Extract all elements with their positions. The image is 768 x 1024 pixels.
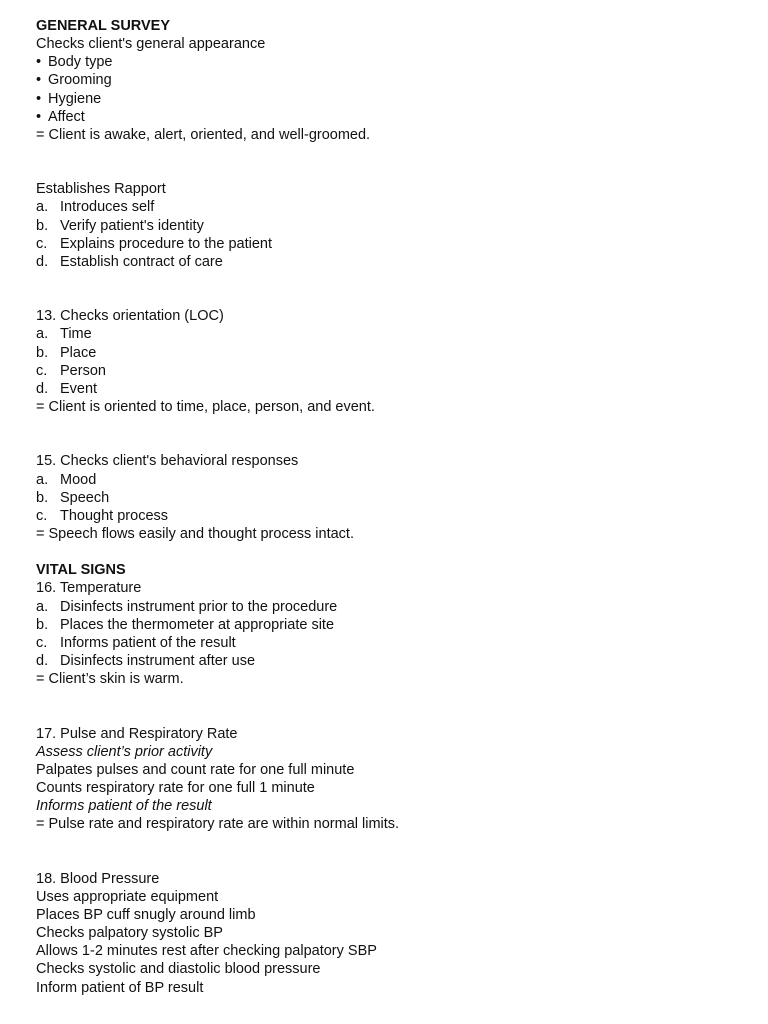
list-item [36, 198, 736, 216]
bp-title: 18. Blood Pressure [36, 870, 160, 887]
list-text: Places the thermometer at appropriate site [60, 616, 335, 633]
list-text: Event [60, 380, 98, 397]
list-item [36, 362, 736, 380]
bullet-text: Body type [48, 54, 113, 71]
bp-step: Places BP cuff snugly around limb [36, 906, 256, 923]
bp-step: Uses appropriate equipment [36, 888, 219, 905]
general-survey-intro: Checks client's general appearance [36, 36, 266, 53]
bullet-text: Hygiene [48, 90, 102, 107]
vital-signs-heading: VITAL SIGNS [36, 562, 126, 579]
list-item [36, 108, 736, 126]
list-item [36, 598, 736, 616]
temperature-title: 16. Temperature [36, 580, 142, 597]
list-marker: c. [36, 507, 48, 524]
list-item [36, 235, 736, 253]
list-marker: b. [36, 616, 49, 633]
list-marker: a. [36, 326, 49, 343]
list-item [36, 380, 736, 398]
general-survey-result: = Client is awake, alert, oriented, and well-groomed. [36, 126, 371, 143]
list-item [36, 489, 736, 507]
list-item [36, 90, 736, 108]
behavioral-title: 15. Checks client's behavioral responses [36, 453, 299, 470]
pulse-step: Assess client’s prior activity [36, 743, 213, 760]
bullet-icon: • [36, 108, 42, 125]
pulse-title: 17. Pulse and Respiratory Rate [36, 725, 238, 742]
bp-step: Checks systolic and diastolic blood pressure [36, 961, 321, 978]
list-marker: c. [36, 235, 48, 252]
bullet-icon: • [36, 54, 42, 71]
list-text: Place [60, 344, 97, 361]
list-marker: b. [36, 344, 49, 361]
list-text: Introduces self [60, 199, 155, 216]
list-marker: a. [36, 598, 49, 615]
pulse-result: = Pulse rate and respiratory rate are within normal limits. [36, 816, 400, 833]
temperature-result: = Client’s skin is warm. [36, 671, 184, 688]
list-item [36, 217, 736, 235]
list-item [36, 471, 736, 489]
list-text: Disinfects instrument after use [60, 652, 256, 669]
list-marker: d. [36, 652, 49, 669]
bullet-text: Grooming [48, 72, 112, 89]
list-item [36, 344, 736, 362]
orientation-result: = Client is oriented to time, place, person, and event. [36, 398, 375, 415]
list-item [36, 652, 736, 670]
orientation-title: 13. Checks orientation (LOC) [36, 308, 224, 325]
behavioral-result: = Speech flows easily and thought process intact. [36, 525, 354, 542]
pulse-step: Palpates pulses and count rate for one full minute [36, 761, 355, 778]
list-text: Verify patient's identity [60, 217, 204, 234]
list-item [36, 507, 736, 525]
bp-step: Checks palpatory systolic BP [36, 925, 223, 942]
bp-step: Allows 1-2 minutes rest after checking palpatory SBP [36, 943, 377, 960]
bullet-text: Affect [48, 108, 85, 125]
list-marker: c. [36, 362, 48, 379]
list-marker: b. [36, 489, 49, 506]
list-text: Explains procedure to the patient [60, 235, 272, 252]
list-marker: c. [36, 634, 48, 651]
list-item [36, 253, 736, 271]
list-item [36, 634, 736, 652]
list-text: Speech [60, 489, 110, 506]
bullet-icon: • [36, 90, 42, 107]
list-item [36, 325, 736, 343]
list-item [36, 53, 736, 71]
list-marker: a. [36, 471, 49, 488]
list-text: Establish contract of care [60, 253, 223, 270]
list-text: Time [60, 326, 92, 343]
list-text: Person [60, 362, 106, 379]
rapport-title: Establishes Rapport [36, 181, 166, 198]
list-item [36, 616, 736, 634]
list-marker: a. [36, 199, 49, 216]
general-survey-heading: GENERAL SURVEY [36, 18, 171, 34]
list-marker: d. [36, 380, 49, 397]
list-text: Informs patient of the result [60, 634, 236, 651]
pulse-step: Counts respiratory rate for one full 1 minute [36, 779, 315, 796]
list-text: Disinfects instrument prior to the procedure [60, 598, 338, 615]
list-text: Mood [60, 471, 97, 488]
list-item [36, 71, 736, 89]
list-marker: d. [36, 253, 49, 270]
bullet-icon: • [36, 72, 42, 89]
list-marker: b. [36, 217, 49, 234]
pulse-step: Informs patient of the result [36, 798, 212, 815]
bp-step: Inform patient of BP result [36, 979, 204, 996]
document-body [36, 17, 736, 997]
list-text: Thought process [60, 507, 169, 524]
